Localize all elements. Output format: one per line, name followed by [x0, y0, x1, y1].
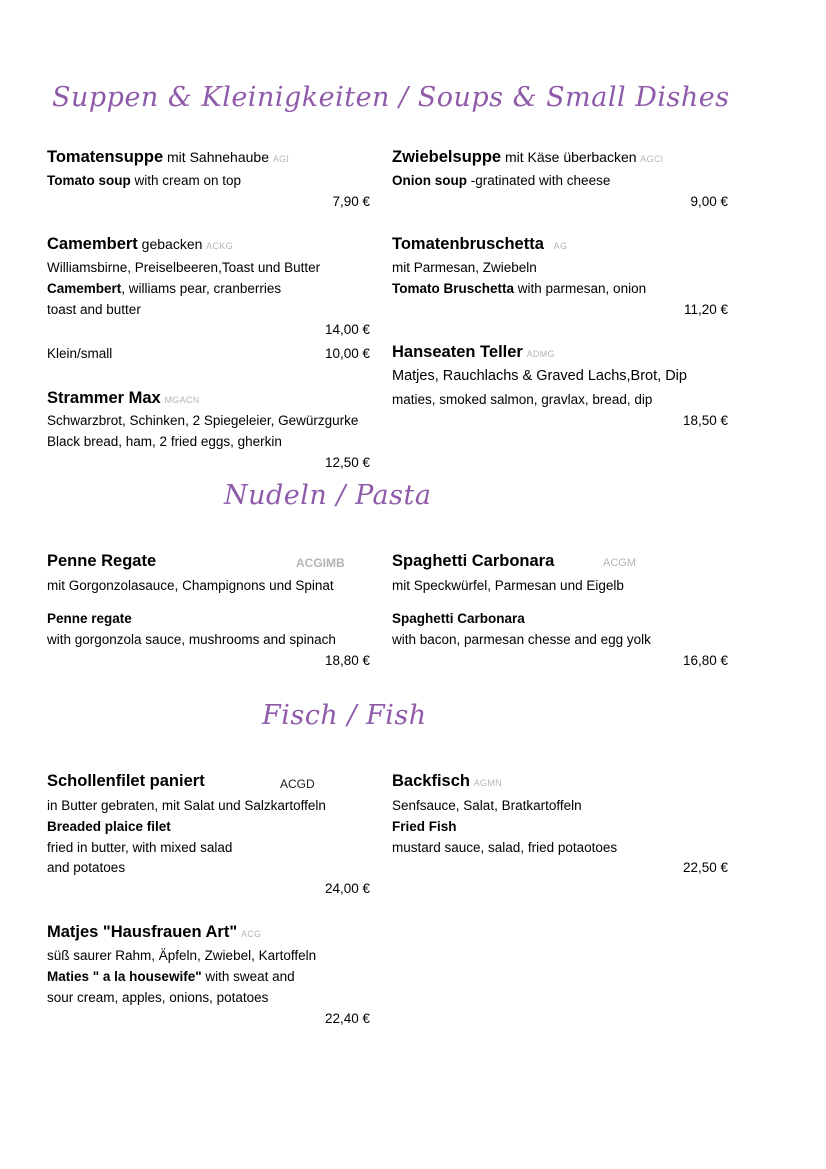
- dish-name: Matjes "Hausfrauen Art": [47, 923, 238, 941]
- dish-name: Backfisch: [392, 772, 470, 790]
- dish-english: [392, 281, 646, 296]
- dish-name: Strammer Max: [47, 389, 161, 407]
- dish-price: 12,50 €: [324, 455, 370, 470]
- dish-english-name: Penne regate: [47, 611, 132, 626]
- dish-english: [392, 173, 610, 188]
- dish-english-name: Spaghetti Carbonara: [392, 611, 525, 626]
- allergen-codes: ACGIMB: [296, 556, 345, 570]
- menu-item-title: [47, 148, 289, 167]
- allergen-codes: ACGD: [280, 777, 315, 791]
- menu-item-title: [392, 235, 567, 254]
- dish-name: Spaghetti Carbonara: [392, 552, 555, 570]
- allergen-codes: AGMN: [473, 778, 502, 788]
- dish-description: mit Parmesan, Zwiebeln: [392, 260, 537, 275]
- dish-english: fried in butter, with mixed salad: [47, 840, 233, 855]
- dish-english-desc: with parmesan, onion: [514, 281, 647, 296]
- dish-description: mit Gorgonzolasauce, Champignons und Spinat: [47, 578, 334, 593]
- dish-english-name: Tomato soup: [47, 173, 131, 188]
- menu-item-title: [392, 552, 554, 571]
- dish-description: mit Speckwürfel, Parmesan und Eigelb: [392, 578, 624, 593]
- allergen-codes: ACG: [240, 929, 262, 939]
- dish-english: maties, smoked salmon, gravlax, bread, dip: [392, 392, 653, 407]
- dish-name: Hanseaten Teller: [392, 343, 523, 361]
- dish-price: 9,00 €: [690, 194, 728, 209]
- dish-price: 18,50 €: [682, 413, 728, 428]
- allergen-codes: AGI: [272, 154, 290, 164]
- dish-name: Zwiebelsuppe: [392, 148, 502, 166]
- menu-item-title: [47, 923, 261, 942]
- section-heading-fish: Fisch / Fish: [262, 700, 427, 731]
- dish-subtitle: mit Käse überbacken: [501, 149, 637, 165]
- dish-english-name: Camembert: [47, 281, 122, 296]
- dish-description: süß saurer Rahm, Äpfeln, Zwiebel, Kartoffeln: [47, 948, 317, 963]
- dish-description: in Butter gebraten, mit Salat und Salzkartoffeln: [47, 798, 326, 813]
- dish-english-desc: with sweat and: [201, 969, 295, 984]
- dish-description: Senfsauce, Salat, Bratkartoffeln: [392, 798, 582, 813]
- dish-english-name: Breaded plaice filet: [47, 819, 171, 834]
- dish-description: Matjes, Rauchlachs & Graved Lachs,Brot, Dip: [392, 368, 687, 384]
- section-heading-soups: Suppen & Kleinigkeiten / Soups & Small Dishes: [52, 82, 730, 113]
- dish-price: 7,90 €: [332, 194, 370, 209]
- dish-english-name: Tomato Bruschetta: [392, 281, 515, 296]
- dish-english: [47, 173, 241, 188]
- dish-english: [47, 281, 281, 296]
- dish-english-name: Onion soup: [392, 173, 467, 188]
- dish-price: 24,00 €: [324, 881, 370, 896]
- dish-name: Penne Regate: [47, 552, 157, 570]
- dish-price: 22,50 €: [682, 860, 728, 875]
- dish-price: 22,40 €: [324, 1011, 370, 1026]
- dish-name: Tomatensuppe: [47, 148, 164, 166]
- dish-description: toast and butter: [47, 302, 141, 317]
- dish-english: with gorgonzola sauce, mushrooms and spinach: [47, 632, 336, 647]
- dish-english: mustard sauce, salad, fried potaotoes: [392, 840, 618, 855]
- dish-subtitle: mit Sahnehaube: [163, 149, 269, 165]
- allergen-codes: ADMG: [526, 349, 555, 359]
- dish-description: Schwarzbrot, Schinken, 2 Spiegeleier, Gewürzgurke: [47, 413, 359, 428]
- dish-english: sour cream, apples, onions, potatoes: [47, 990, 269, 1005]
- dish-subtitle: gebacken: [137, 236, 203, 252]
- allergen-codes: AG: [553, 241, 568, 251]
- dish-price: 11,20 €: [683, 302, 728, 317]
- menu-item-title: [392, 148, 664, 167]
- dish-english-name: Fried Fish: [392, 819, 457, 834]
- portion-price: 10,00 €: [324, 346, 370, 361]
- dish-english-name: Maties " a la housewife": [47, 969, 202, 984]
- menu-item-title: [47, 235, 233, 254]
- dish-price: 16,80 €: [682, 653, 728, 668]
- dish-price: 18,80 €: [324, 653, 370, 668]
- dish-name: Camembert: [47, 235, 138, 253]
- dish-english-desc: , williams pear, cranberries: [121, 281, 282, 296]
- dish-english-desc: with cream on top: [130, 173, 242, 188]
- allergen-codes: AGCI: [640, 154, 664, 164]
- menu-item-title: [47, 389, 200, 408]
- menu-item-title: [392, 343, 555, 362]
- dish-name: Tomatenbruschetta: [392, 235, 544, 253]
- menu-item-title: [392, 772, 502, 791]
- menu-item-title: [47, 552, 156, 571]
- menu-item-title: [47, 772, 205, 791]
- dish-name: Schollenfilet paniert: [47, 772, 205, 790]
- section-heading-pasta: Nudeln / Pasta: [224, 480, 432, 511]
- dish-english: with bacon, parmesan chesse and egg yolk: [392, 632, 651, 647]
- allergen-codes: ACGM: [603, 557, 636, 569]
- allergen-codes: ACKG: [206, 241, 233, 251]
- dish-english: Black bread, ham, 2 fried eggs, gherkin: [47, 434, 282, 449]
- dish-english: and potatoes: [47, 860, 126, 875]
- portion-label: Klein/small: [47, 346, 113, 361]
- dish-price: 14,00 €: [324, 322, 370, 337]
- dish-english-desc: -gratinated with cheese: [467, 173, 611, 188]
- dish-description: Williamsbirne, Preiselbeeren,Toast und Butter: [47, 260, 321, 275]
- dish-english: [47, 969, 295, 984]
- allergen-codes: MGACN: [164, 395, 200, 405]
